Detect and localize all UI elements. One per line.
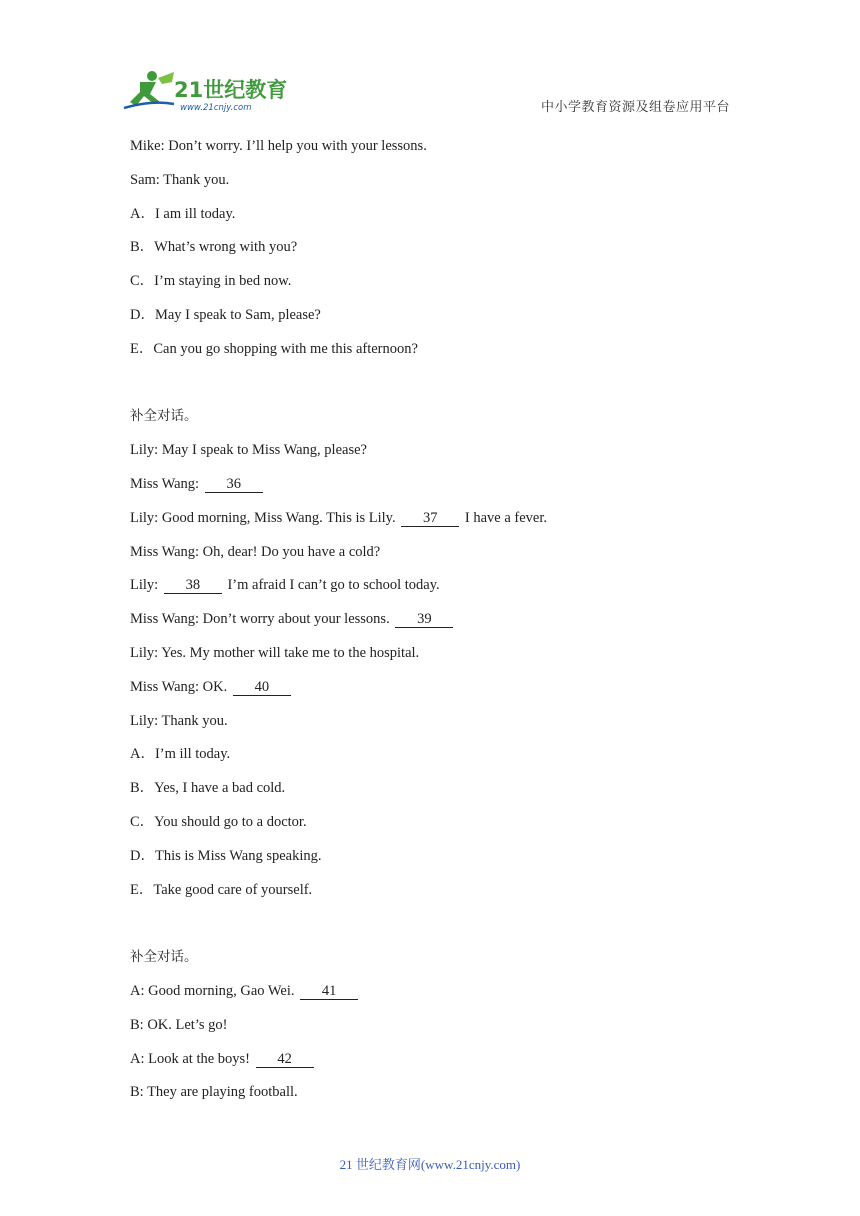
blank-39: 39 — [395, 611, 453, 628]
blank-40: 40 — [233, 679, 291, 696]
dialogue-line — [130, 1049, 750, 1069]
page-header — [0, 0, 860, 130]
blank-38: 38 — [164, 577, 222, 594]
option-e: E．Can you go shopping with me this afternoon? — [130, 340, 418, 357]
line-text: I’m afraid I can’t go to school today. — [223, 577, 440, 594]
option-d: D．May I speak to Sam, please? — [130, 306, 321, 323]
line-text: A: Good morning, Gao Wei. — [130, 982, 299, 999]
option-b: B．What’s wrong with you? — [130, 239, 298, 256]
option-e: E．Take good care of yourself. — [130, 881, 313, 898]
line-text: Miss Wang: OK. — [130, 678, 231, 695]
blank-41: 41 — [300, 983, 358, 1000]
blank-42: 42 — [256, 1051, 314, 1068]
option-b: B．Yes, I have a bad cold. — [130, 780, 286, 797]
option-c: C．You should go to a doctor. — [130, 813, 307, 830]
dialogue-line — [130, 981, 750, 1001]
line-text: Lily: Good morning, Miss Wang. This is Lily. — [130, 509, 400, 526]
dialogue-line: Mike: Don’t worry. I’ll help you with your lessons. — [130, 138, 427, 154]
dialogue-line — [130, 609, 750, 629]
dialogue-line: Lily: Yes. My mother will take me to the hospital. — [130, 644, 420, 661]
dialogue-line: Miss Wang: Oh, dear! Do you have a cold? — [130, 543, 381, 560]
dialogue-line — [130, 508, 750, 528]
logo-subtext: www.21cnjy.com — [180, 103, 252, 113]
option-c: C．I’m staying in bed now. — [130, 273, 292, 290]
platform-name: 中小学教育资源及组卷应用平台 — [540, 100, 730, 115]
section-title: 补全对话。 — [130, 949, 198, 966]
dialogue-line: B: They are playing football. — [130, 1084, 298, 1101]
dialogue-line: Lily: Thank you. — [130, 712, 228, 729]
line-text: Miss Wang: — [130, 475, 203, 492]
logo-text: 21世纪教育 — [174, 78, 288, 102]
logo-21cnjy — [122, 68, 292, 114]
option-a: A．I’m ill today. — [130, 746, 231, 763]
blank-36: 36 — [205, 476, 263, 493]
line-text: Miss Wang: Don’t worry about your lessons. — [130, 611, 394, 628]
line-text: Lily: — [130, 577, 162, 594]
section-title: 补全对话。 — [130, 408, 198, 425]
dialogue-line — [130, 575, 750, 595]
blank-37: 37 — [401, 510, 459, 527]
document-body — [130, 136, 750, 1116]
page-footer: 21 世纪教育网(www.21cnjy.com) — [339, 1157, 521, 1172]
option-a: A．I am ill today. — [130, 205, 236, 222]
dialogue-line — [130, 474, 750, 494]
option-d: D．This is Miss Wang speaking. — [130, 847, 322, 864]
line-text: I have a fever. — [461, 509, 547, 526]
dialogue-line: B: OK. Let’s go! — [130, 1016, 228, 1033]
line-text: A: Look at the boys! — [130, 1050, 254, 1067]
dialogue-line: Sam: Thank you. — [130, 171, 230, 188]
dialogue-line: Lily: May I speak to Miss Wang, please? — [130, 442, 367, 459]
dialogue-line — [130, 677, 750, 697]
